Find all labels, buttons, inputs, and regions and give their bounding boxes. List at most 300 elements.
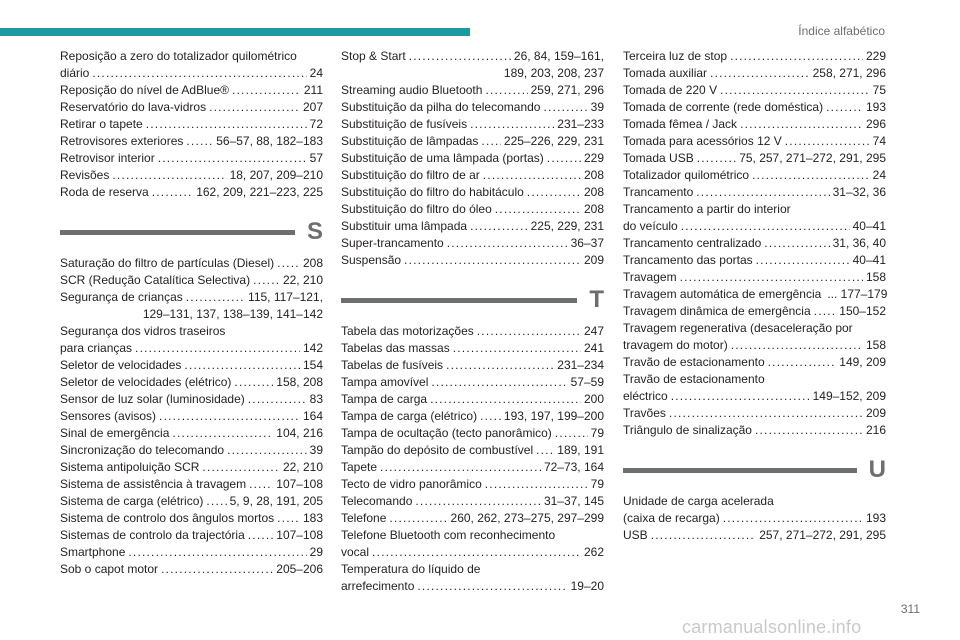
entry-line bbox=[341, 476, 604, 493]
entry-line bbox=[60, 510, 323, 527]
entry-pages: 193, 197, 199–200 bbox=[503, 409, 604, 423]
dot-leader bbox=[480, 408, 501, 425]
entry-pages: 262 bbox=[583, 545, 604, 559]
entry-pages: 211 bbox=[303, 83, 323, 97]
dot-leader bbox=[814, 303, 837, 320]
index-entry bbox=[623, 150, 886, 167]
index-entry bbox=[60, 408, 323, 425]
entry-term: Tabelas das massas bbox=[341, 341, 450, 355]
entry-pages: 31, 36, 40 bbox=[832, 236, 886, 250]
entry-pages: 229 bbox=[583, 151, 604, 165]
index-entry bbox=[341, 425, 604, 442]
entry-pages: 107–108 bbox=[276, 477, 323, 491]
entry-term: Tomada de 220 V bbox=[623, 83, 718, 97]
index-entry bbox=[60, 493, 323, 510]
index-entry bbox=[341, 527, 604, 561]
dot-leader bbox=[826, 99, 863, 116]
dot-leader bbox=[731, 337, 863, 354]
entry-term: Roda de reserva bbox=[60, 185, 149, 199]
index-entry bbox=[60, 116, 323, 133]
index-entry bbox=[623, 116, 886, 133]
entry-line bbox=[341, 391, 604, 408]
dot-leader bbox=[135, 340, 300, 357]
index-entry bbox=[623, 48, 886, 65]
entry-line bbox=[60, 82, 323, 99]
dot-leader bbox=[161, 561, 273, 578]
entry-term: Substituição de lâmpadas bbox=[341, 134, 479, 148]
index-entry bbox=[60, 459, 323, 476]
entry-line bbox=[60, 561, 323, 578]
index-entry bbox=[341, 459, 604, 476]
entry-line bbox=[341, 184, 604, 201]
dot-leader bbox=[669, 405, 863, 422]
index-entry bbox=[341, 167, 604, 184]
index-entry bbox=[623, 269, 886, 286]
entry-pages: 207 bbox=[302, 100, 323, 114]
entry-pages: 231–234 bbox=[557, 358, 604, 372]
entry-term: Segurança de crianças bbox=[60, 290, 183, 304]
index-entry bbox=[60, 425, 323, 442]
dot-leader bbox=[764, 235, 829, 252]
entry-term: Telefone bbox=[341, 511, 387, 525]
entry-pages: 26, 84, 159–161, bbox=[513, 49, 604, 63]
entry-term: Tomada fêmea / Jack bbox=[623, 117, 738, 131]
entry-pages: 18, 207, 209–210 bbox=[229, 168, 323, 182]
entry-pages: 208 bbox=[583, 202, 604, 216]
entry-pages: 104, 216 bbox=[276, 426, 323, 440]
entry-term: Sensor de luz solar (luminosidade) bbox=[60, 392, 245, 406]
entry-term: Sistema de controlo dos ângulos mortos bbox=[60, 511, 275, 525]
entry-term-line: Segurança dos vidros traseiros bbox=[60, 324, 226, 338]
dot-leader bbox=[112, 167, 226, 184]
index-entry bbox=[60, 391, 323, 408]
dot-leader bbox=[755, 422, 863, 439]
entry-line bbox=[341, 578, 604, 595]
dot-leader bbox=[209, 99, 300, 116]
entry-line bbox=[341, 425, 604, 442]
section-rule bbox=[623, 468, 857, 473]
entry-term: Travagem automática de emergência bbox=[623, 287, 822, 301]
index-entry bbox=[623, 303, 886, 320]
index-entry bbox=[623, 252, 886, 269]
entry-pages: 39 bbox=[309, 443, 323, 457]
dot-leader bbox=[277, 510, 300, 527]
entry-line bbox=[60, 442, 323, 459]
entry-pages: 241 bbox=[583, 341, 604, 355]
index-entry bbox=[341, 82, 604, 99]
dot-leader bbox=[415, 493, 541, 510]
entry-line bbox=[341, 323, 604, 340]
index-entry bbox=[623, 320, 886, 354]
dot-leader bbox=[253, 272, 280, 289]
index-entry bbox=[623, 405, 886, 422]
dot-leader bbox=[186, 289, 245, 306]
entry-term: Sistemas de controlo da trajectória bbox=[60, 528, 245, 542]
index-entry bbox=[623, 82, 886, 99]
dot-leader bbox=[752, 167, 870, 184]
entry-term: Trancamento bbox=[623, 185, 694, 199]
entry-term: Sensores (avisos) bbox=[60, 409, 157, 423]
entry-pages: 208 bbox=[583, 185, 604, 199]
index-entry bbox=[60, 150, 323, 167]
entry-line bbox=[60, 150, 323, 167]
dot-leader bbox=[483, 167, 581, 184]
entry-pages: 57 bbox=[309, 151, 323, 165]
entry-line bbox=[623, 337, 886, 354]
index-entry bbox=[60, 544, 323, 561]
entry-term: Sincronização do telecomando bbox=[60, 443, 225, 457]
dot-leader bbox=[680, 269, 863, 286]
index-entry bbox=[341, 150, 604, 167]
entry-term: Substituição de uma lâmpada (portas) bbox=[341, 151, 544, 165]
index-entry bbox=[341, 133, 604, 150]
section-rule bbox=[341, 298, 577, 303]
index-entry bbox=[60, 442, 323, 459]
entry-pages: 40–41 bbox=[852, 253, 886, 267]
index-entry bbox=[623, 527, 886, 544]
entry-pages: ... 177–179 bbox=[827, 287, 888, 301]
dot-leader bbox=[536, 442, 554, 459]
index-entry bbox=[623, 133, 886, 150]
section-rule bbox=[60, 230, 295, 235]
dot-leader bbox=[152, 184, 193, 201]
entry-line bbox=[60, 116, 323, 133]
dot-leader bbox=[720, 82, 870, 99]
entry-term: Smartphone bbox=[60, 545, 126, 559]
dot-leader bbox=[277, 255, 300, 272]
index-entry bbox=[60, 374, 323, 391]
index-entry bbox=[341, 201, 604, 218]
dot-leader bbox=[146, 116, 307, 133]
index-entry bbox=[341, 374, 604, 391]
entry-line bbox=[341, 510, 604, 527]
entry-line bbox=[623, 184, 886, 201]
entry-term-line: Unidade de carga acelerada bbox=[623, 494, 774, 508]
entry-pages: 107–108 bbox=[276, 528, 323, 542]
index-entry bbox=[341, 510, 604, 527]
entry-line bbox=[623, 286, 886, 303]
entry-pages: 209 bbox=[865, 406, 886, 420]
entry-line bbox=[341, 374, 604, 391]
index-entry bbox=[60, 561, 323, 578]
entry-term: Super-trancamento bbox=[341, 236, 444, 250]
entry-line bbox=[623, 354, 886, 371]
entry-line bbox=[60, 167, 323, 184]
entry-line bbox=[341, 99, 604, 116]
entry-term: diário bbox=[60, 66, 90, 80]
entry-line bbox=[623, 405, 886, 422]
entry-line bbox=[60, 289, 323, 306]
dot-leader bbox=[470, 218, 528, 235]
entry-pages-continued: 129–131, 137, 138–139, 141–142 bbox=[142, 307, 323, 321]
entry-pages: 225–226, 229, 231 bbox=[503, 134, 604, 148]
entry-term-line: Travão de estacionamento bbox=[623, 372, 765, 386]
entry-term: Seletor de velocidades bbox=[60, 358, 182, 372]
entry-line bbox=[341, 82, 604, 99]
index-entry bbox=[623, 201, 886, 235]
dot-leader bbox=[417, 578, 567, 595]
watermark-text: carmanualsonline.info bbox=[682, 617, 862, 637]
entry-pages: 200 bbox=[583, 392, 604, 406]
entry-pages: 208 bbox=[583, 168, 604, 182]
index-entry bbox=[60, 82, 323, 99]
entry-pages: 158 bbox=[865, 270, 886, 284]
index-entry bbox=[60, 99, 323, 116]
index-entry bbox=[341, 116, 604, 133]
index-entry bbox=[623, 99, 886, 116]
index-entry bbox=[60, 510, 323, 527]
entry-pages: 74 bbox=[872, 134, 886, 148]
entry-term: Substituição da pilha do telecomando bbox=[341, 100, 541, 114]
section-header-t bbox=[341, 283, 604, 317]
entry-pages: 231–233 bbox=[557, 117, 604, 131]
entry-line bbox=[623, 303, 886, 320]
dot-leader bbox=[447, 235, 568, 252]
entry-line bbox=[623, 388, 886, 405]
dot-leader bbox=[206, 493, 226, 510]
entry-term: arrefecimento bbox=[341, 579, 415, 593]
dot-leader bbox=[485, 82, 527, 99]
entry-line bbox=[341, 116, 604, 133]
entry-term: Tomada auxiliar bbox=[623, 66, 708, 80]
index-entry bbox=[341, 493, 604, 510]
entry-term: Substituir uma lâmpada bbox=[341, 219, 468, 233]
index-entry bbox=[341, 99, 604, 116]
entry-pages: 209 bbox=[583, 253, 604, 267]
index-entry bbox=[623, 286, 886, 303]
entry-pages: 193 bbox=[865, 100, 886, 114]
entry-line bbox=[623, 510, 886, 527]
entry-term: Terceira luz de stop bbox=[623, 49, 728, 63]
entry-line bbox=[341, 408, 604, 425]
dot-leader bbox=[710, 65, 810, 82]
entry-term: Seletor de velocidades (elétrico) bbox=[60, 375, 232, 389]
entry-line bbox=[60, 425, 323, 442]
dot-leader bbox=[248, 527, 274, 544]
index-entry bbox=[623, 354, 886, 371]
entry-line bbox=[341, 150, 604, 167]
entry-line bbox=[341, 493, 604, 510]
entry-pages: 193 bbox=[865, 511, 886, 525]
entry-pages: 183 bbox=[302, 511, 323, 525]
entry-term: Substituição do filtro do óleo bbox=[341, 202, 492, 216]
entry-term: Tomada para acessórios 12 V bbox=[623, 134, 782, 148]
entry-pages: 22, 210 bbox=[282, 273, 323, 287]
entry-pages: 57–59 bbox=[570, 375, 604, 389]
entry-line bbox=[623, 527, 886, 544]
dot-leader bbox=[768, 354, 837, 371]
entry-pages: 296 bbox=[865, 117, 886, 131]
entry-term: Trancamento centralizado bbox=[623, 236, 762, 250]
entry-pages: 149–152, 209 bbox=[812, 389, 886, 403]
entry-term: travagem do motor) bbox=[623, 338, 728, 352]
entry-pages: 31–32, 36 bbox=[832, 185, 886, 199]
entry-pages: 162, 209, 221–223, 225 bbox=[196, 185, 323, 199]
index-entry bbox=[341, 218, 604, 235]
dot-leader bbox=[128, 544, 306, 561]
entry-term: Travagem dinâmica de emergência bbox=[623, 304, 811, 318]
entry-pages: 39 bbox=[590, 100, 604, 114]
entry-pages: 154 bbox=[302, 358, 323, 372]
dot-leader bbox=[481, 133, 500, 150]
entry-line bbox=[60, 65, 323, 82]
dot-leader bbox=[453, 340, 581, 357]
entry-term: Travão de estacionamento bbox=[623, 355, 765, 369]
index-entry bbox=[60, 527, 323, 544]
entry-term: Retrovisor interior bbox=[60, 151, 155, 165]
entry-term: Sinal de emergência bbox=[60, 426, 170, 440]
entry-term: Travões bbox=[623, 406, 666, 420]
entry-term: Substituição do filtro de ar bbox=[341, 168, 480, 182]
entry-pages-continued: 189, 203, 208, 237 bbox=[503, 66, 604, 80]
entry-term: Retrovisores exteriores bbox=[60, 134, 184, 148]
entry-line bbox=[341, 252, 604, 269]
entry-pages: 142 bbox=[302, 341, 323, 355]
entry-line bbox=[60, 493, 323, 510]
entry-term: Saturação do filtro de partículas (Diesel) bbox=[60, 256, 275, 270]
index-entry bbox=[623, 235, 886, 252]
entry-pages: 72 bbox=[309, 117, 323, 131]
entry-pages: 258, 271, 296 bbox=[812, 66, 886, 80]
entry-line bbox=[623, 82, 886, 99]
entry-pages: 75 bbox=[872, 83, 886, 97]
dot-leader bbox=[248, 391, 307, 408]
entry-pages: 5, 9, 28, 191, 205 bbox=[229, 494, 323, 508]
dot-leader bbox=[740, 116, 863, 133]
dot-leader bbox=[158, 150, 307, 167]
dot-leader bbox=[159, 408, 300, 425]
entry-term: Tecto de vidro panorâmico bbox=[341, 477, 482, 491]
entry-pages: 19–20 bbox=[570, 579, 604, 593]
index-entry bbox=[341, 561, 604, 595]
header-accent-bar bbox=[0, 28, 470, 36]
entry-term: (caixa de recarga) bbox=[623, 511, 720, 525]
entry-term: Tampa amovível bbox=[341, 375, 429, 389]
entry-line bbox=[623, 48, 886, 65]
index-entry bbox=[623, 184, 886, 201]
section-header-u bbox=[623, 453, 886, 487]
entry-term: Tampa de carga (elétrico) bbox=[341, 409, 478, 423]
dot-leader bbox=[495, 201, 581, 218]
dot-leader bbox=[756, 252, 850, 269]
index-entry bbox=[60, 272, 323, 289]
dot-leader bbox=[249, 476, 273, 493]
entry-pages: 216 bbox=[865, 423, 886, 437]
dot-leader bbox=[470, 116, 554, 133]
entry-line bbox=[623, 133, 886, 150]
entry-line bbox=[341, 357, 604, 374]
entry-pages: 72–73, 164 bbox=[543, 460, 604, 474]
entry-term: Trancamento das portas bbox=[623, 253, 753, 267]
entry-line bbox=[60, 184, 323, 201]
entry-pages: 189, 191 bbox=[557, 443, 604, 457]
entry-term: vocal bbox=[341, 545, 370, 559]
index-entry bbox=[623, 65, 886, 82]
index-entry bbox=[60, 184, 323, 201]
entry-term: Telecomando bbox=[341, 494, 413, 508]
dot-leader bbox=[232, 82, 301, 99]
entry-term: Substituição de fusíveis bbox=[341, 117, 468, 131]
entry-term-line: Trancamento a partir do interior bbox=[623, 202, 791, 216]
entry-term: Tapete bbox=[341, 460, 378, 474]
entry-term: Tabela das motorizações bbox=[341, 324, 474, 338]
index-entry bbox=[623, 167, 886, 184]
index-entry bbox=[623, 371, 886, 405]
dot-leader bbox=[730, 48, 863, 65]
entry-line bbox=[623, 235, 886, 252]
entry-line bbox=[623, 218, 886, 235]
entry-line bbox=[60, 255, 323, 272]
entry-line bbox=[60, 459, 323, 476]
entry-pages: 149, 209 bbox=[839, 355, 886, 369]
entry-pages: 225, 229, 231 bbox=[530, 219, 604, 233]
dot-leader bbox=[543, 99, 587, 116]
index-entry bbox=[341, 323, 604, 340]
entry-term: Sob o capot motor bbox=[60, 562, 159, 576]
section-letter: S bbox=[306, 218, 323, 245]
dot-leader bbox=[671, 388, 810, 405]
dot-leader bbox=[404, 252, 581, 269]
index-entry bbox=[60, 357, 323, 374]
entry-term: eléctrico bbox=[623, 389, 668, 403]
entry-term: Stop & Start bbox=[341, 49, 406, 63]
dot-leader bbox=[409, 48, 511, 65]
index-entry bbox=[341, 48, 604, 82]
entry-pages: 56–57, 88, 182–183 bbox=[216, 134, 323, 148]
entry-term: Tomada de corrente (rede doméstica) bbox=[623, 100, 824, 114]
index-entry bbox=[60, 167, 323, 184]
index-entry bbox=[60, 133, 323, 150]
entry-pages: 79 bbox=[590, 477, 604, 491]
dot-leader bbox=[227, 442, 307, 459]
entry-term: Retirar o tapete bbox=[60, 117, 143, 131]
entry-pages: 257, 271–272, 291, 295 bbox=[759, 528, 886, 542]
index-entry bbox=[341, 235, 604, 252]
entry-pages: 158 bbox=[865, 338, 886, 352]
index-entry bbox=[623, 422, 886, 439]
entry-pages: 115, 117–121, bbox=[248, 290, 323, 304]
entry-line bbox=[60, 374, 323, 391]
entry-pages: 259, 271, 296 bbox=[530, 83, 604, 97]
entry-pages: 79 bbox=[590, 426, 604, 440]
entry-pages: 40–41 bbox=[852, 219, 886, 233]
entry-pages: 83 bbox=[309, 392, 323, 406]
dot-leader bbox=[446, 357, 554, 374]
entry-pages: 31–37, 145 bbox=[543, 494, 604, 508]
index-entry bbox=[341, 408, 604, 425]
entry-term-line: Telefone Bluetooth com reconhecimento bbox=[341, 528, 556, 542]
entry-line bbox=[623, 422, 886, 439]
entry-term-line: Travagem regenerativa (desaceleração por bbox=[623, 321, 853, 335]
index-column-3 bbox=[623, 48, 886, 544]
entry-term: Sistema antipoluição SCR bbox=[60, 460, 200, 474]
entry-pages: 158, 208 bbox=[276, 375, 323, 389]
entry-term: USB bbox=[623, 528, 648, 542]
page-number: 311 bbox=[900, 602, 920, 616]
entry-line bbox=[60, 340, 323, 357]
entry-line bbox=[341, 442, 604, 459]
dot-leader bbox=[202, 459, 280, 476]
dot-leader bbox=[92, 65, 306, 82]
entry-term: Substituição do filtro do habitáculo bbox=[341, 185, 524, 199]
entry-term: SCR (Redução Catalítica Selectiva) bbox=[60, 273, 251, 287]
entry-line bbox=[60, 391, 323, 408]
entry-line bbox=[341, 544, 604, 561]
index-entry bbox=[60, 48, 323, 82]
entry-line bbox=[60, 544, 323, 561]
entry-line bbox=[623, 65, 886, 82]
index-entry bbox=[341, 357, 604, 374]
